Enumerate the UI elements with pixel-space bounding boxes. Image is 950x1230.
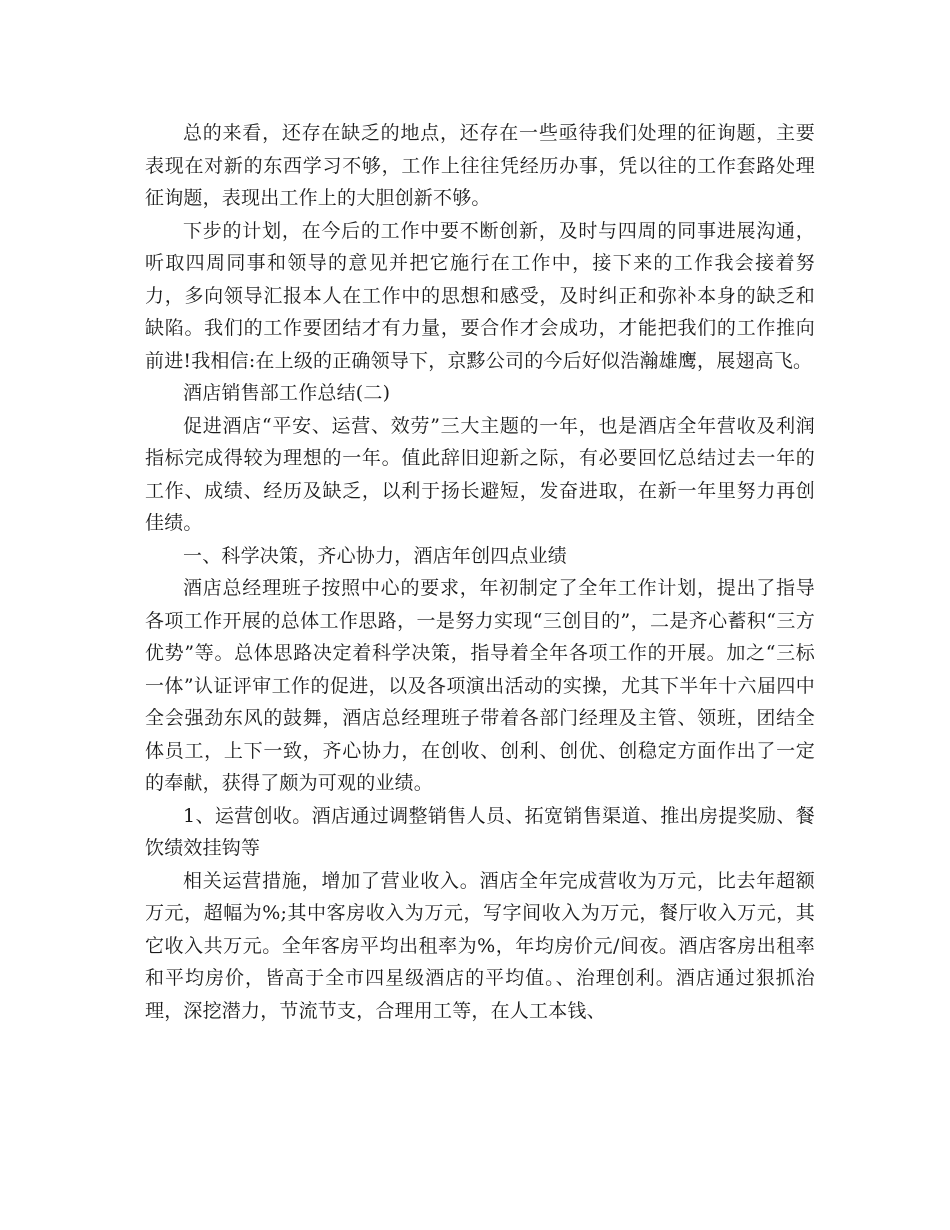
section-title-hotel-sales-summary: 酒店销售部工作总结(二) <box>183 382 391 404</box>
paragraph-next-plan: 下步的计划，在今后的工作中要不断创新，及时与四周的同事进展沟通，听取四周同事和领导的意见并把它施行在工作中，接下来的工作我会接着努力，多向领导汇报本人在工作中的思想和感受，及时纠正和弥补本身的缺乏和缺陷。我们的工作要团结才有力量，要合作才会成功，才能把我们的工作推向前进!我相信:在上级的正确领导下，京黟公司的今后好似浩瀚雄鹰，展翅高飞。 <box>145 219 815 372</box>
paragraph-revenue-details: 相关运营措施，增加了营业收入。酒店全年完成营收为万元，比去年超额万元，超幅为%;其中客房收入为万元，写字间收入为万元，餐厅收入万元，其它收入共万元。全年客房平均出租率为%，年均房价元/间夜。酒店客房出租率和平均房价，皆高于全市四星级酒店的平均值。、治理创利。酒店通过狠抓治理，深挖潜力，节流节支，合理用工等，在人工本钱、 <box>145 869 815 1022</box>
paragraph-summary-shortcomings: 总的来看，还存在缺乏的地点，还存在一些亟待我们处理的征询题，主要表现在对新的东西学习不够，工作上往往凭经历办事，凭以往的工作套路处理征询题，表现出工作上的大胆创新不够。 <box>145 122 815 209</box>
section-heading-scientific-decision: 一、科学决策，齐心协力，酒店年创四点业绩 <box>183 544 568 567</box>
paragraph-management-team: 酒店总经理班子按照中心的要求，年初制定了全年工作计划，提出了指导各项工作开展的总体工作思路，一是努力实现“三创目的”，二是齐心蓄积“三方优势”等。总体思路决定着科学决策，指导着全年各项工作的开展。加之“三标一体”认证评审工作的促进，以及各项演出活动的实操，尤其下半年十六届四中全会强劲东风的鼓舞，酒店总经理班子带着各部门经理及主管、领班，团结全体员工，上下一致，齐心协力，在创收、创利、创优、创稳定方面作出了一定的奉献，获得了颇为可观的业绩。 <box>145 577 815 794</box>
document-body <box>145 117 815 1027</box>
paragraph-operating-revenue: 1、运营创收。酒店通过调整销售人员、拓宽销售渠道、推出房提奖励、餐饮绩效挂钩等 <box>145 804 815 859</box>
paragraph-intro: 促进酒店“平安、运营、效劳”三大主题的一年，也是酒店全年营收及利润指标完成得较为理想的一年。值此辞旧迎新之际，有必要回忆总结过去一年的工作、成绩、经历及缺乏，以利于扬长避短，发奋进取，在新一年里努力再创佳绩。 <box>145 414 815 534</box>
